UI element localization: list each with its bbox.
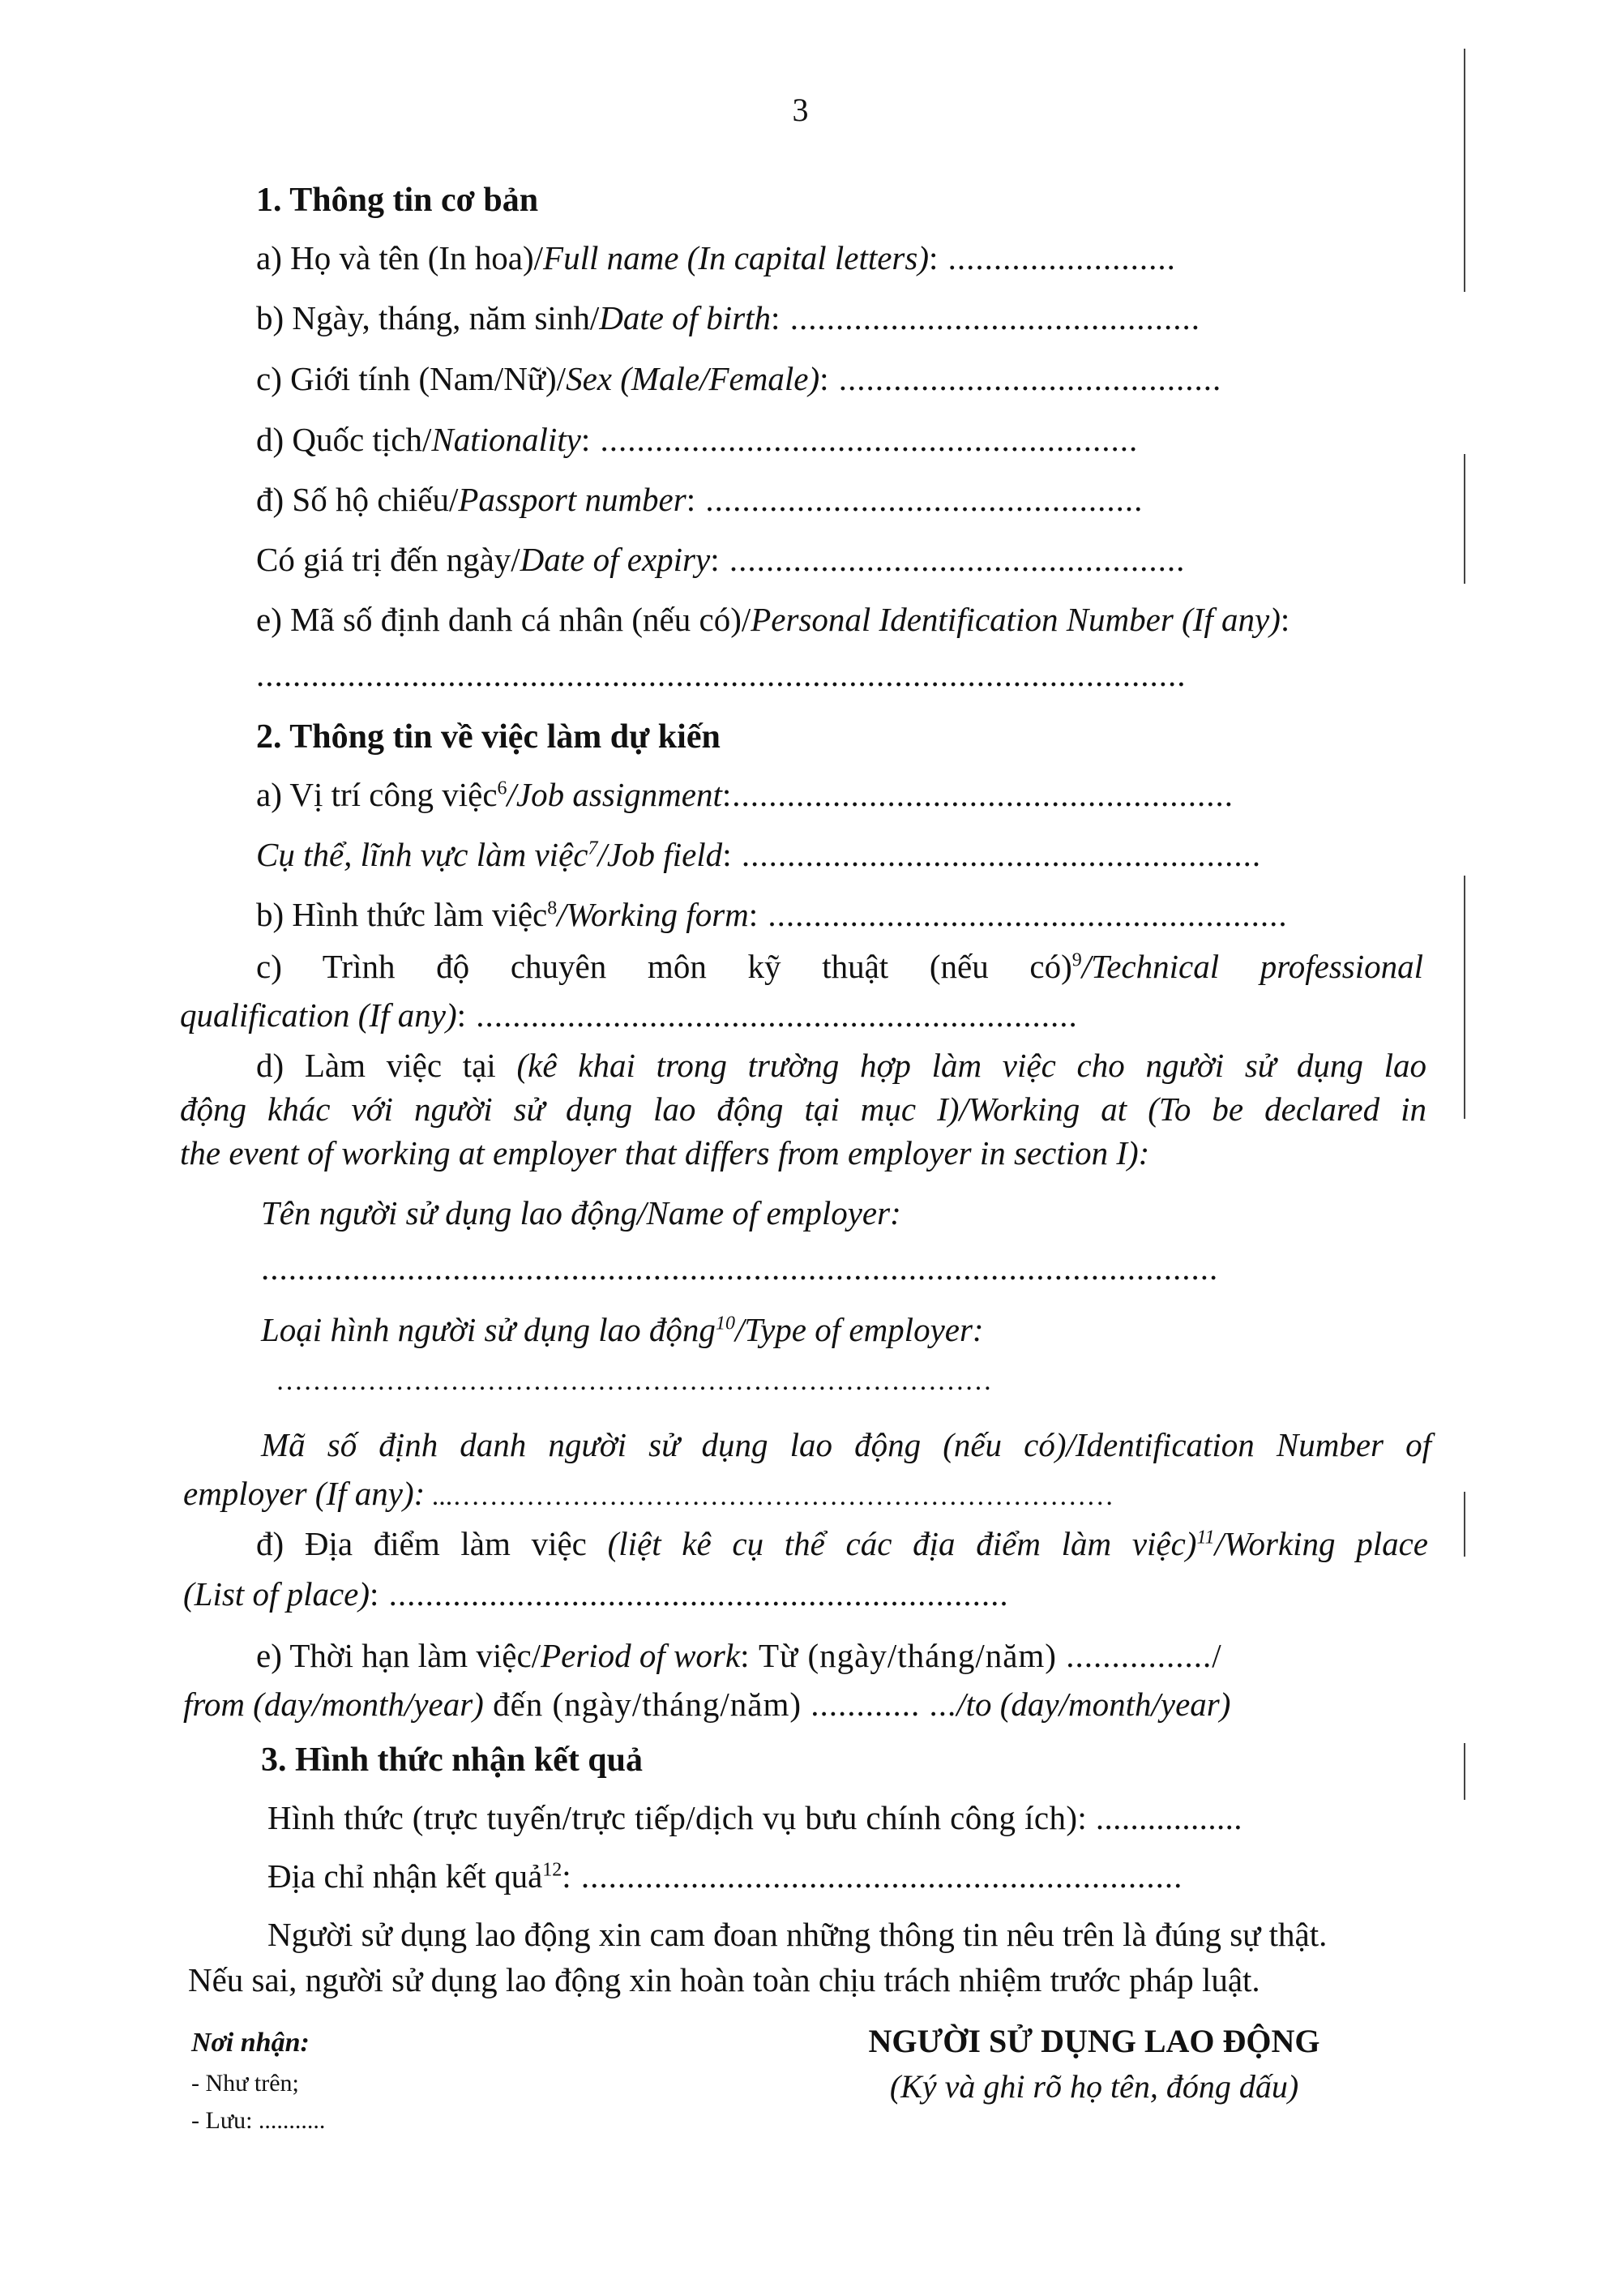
full-name-blank: : .........................	[929, 239, 1176, 276]
nationality-label-en: Nationality	[431, 421, 581, 458]
period-of-work-line-2	[183, 1685, 1230, 1724]
result-address-field	[267, 1857, 1183, 1896]
sex-field	[256, 359, 1221, 399]
working-place-label-en-1: /Working place	[1214, 1525, 1428, 1562]
nationality-field	[256, 420, 1138, 460]
result-address-label: Địa chỉ nhận kết quả	[267, 1857, 543, 1895]
job-assignment-field	[256, 775, 1234, 815]
period-to-blank: đến (ngày/tháng/năm) ............ ...	[483, 1686, 957, 1723]
job-field-blank: : .........................................................	[722, 836, 1262, 873]
job-assignment-blank: :.......................................................	[721, 776, 1234, 813]
sex-label-vi: c) Giới tính (Nam/Nữ)/	[256, 360, 567, 397]
signer-note: (Ký và ghi rõ họ tên, đóng dấu)	[889, 2068, 1299, 2105]
qualification-label-en-1: /Technical professional	[1081, 948, 1423, 985]
personal-id-label-vi: e) Mã số định danh cá nhân (nếu có)/	[256, 601, 751, 638]
working-place-label-vi: đ) Địa điểm làm việc	[256, 1525, 608, 1562]
scan-margin-line	[1464, 1743, 1465, 1800]
expiry-label-vi: Có giá trị đến ngày/	[256, 541, 520, 578]
personal-id-colon: :	[1280, 601, 1290, 638]
dob-label-vi: b) Ngày, tháng, năm sinh/	[256, 299, 600, 336]
qualification-line-2	[180, 996, 1078, 1035]
expiry-label-en: Date of expiry	[520, 541, 711, 578]
employer-type-blank: ……………………………………………………………………	[276, 1366, 992, 1396]
footnote-8: 8	[547, 897, 558, 919]
employer-type-label-vi: Loại hình người sử dụng lao động	[261, 1311, 716, 1348]
personal-id-blank: ......................................................................................................	[256, 656, 1187, 693]
nationality-blank: : ...........................................................	[580, 421, 1139, 458]
scan-margin-line	[1464, 454, 1465, 584]
personal-id-field	[256, 600, 1290, 640]
nationality-label-vi: d) Quốc tịch/	[256, 421, 432, 458]
page-number: 3	[792, 92, 809, 128]
footnote-12: 12	[542, 1859, 562, 1881]
working-place-blank: : ....................................................................	[370, 1575, 1009, 1613]
footnote-11: 11	[1196, 1527, 1215, 1549]
date-of-expiry-field	[256, 540, 1185, 580]
qualification-blank: : ..................................................................	[456, 996, 1078, 1034]
footnote-7: 7	[588, 837, 598, 859]
period-from-blank: : Từ (ngày/tháng/năm) ................/	[740, 1637, 1222, 1674]
footnote-6: 6	[497, 777, 507, 799]
passport-label-en: Passport number	[458, 481, 686, 518]
job-field-field	[256, 835, 1261, 875]
scan-margin-line	[1464, 1492, 1465, 1557]
full-name-label-vi: a) Họ và tên (In hoa)/	[256, 239, 544, 276]
working-form-blank: : .........................................................	[748, 896, 1288, 933]
employer-id-label-2: employer (If any):	[183, 1475, 426, 1512]
commitment-line-1: Người sử dụng lao động xin cam đoan những thông tin nêu trên là đúng sự thật.	[267, 1916, 1328, 1953]
dob-blank: : .............................................	[771, 299, 1200, 336]
delivery-form-field: Hình thức (trực tuyến/trực tiếp/dịch vụ bưu chính công ích): .................	[267, 1799, 1242, 1836]
recipient-item-1: - Như trên;	[191, 2070, 299, 2097]
commitment-line-2: Nếu sai, người sử dụng lao động xin hoàn toàn chịu trách nhiệm trước pháp luật.	[188, 1961, 1260, 1998]
working-place-line-2	[183, 1574, 1009, 1614]
working-form-label-vi: b) Hình thức làm việc	[256, 896, 548, 933]
period-label-vi: e) Thời hạn làm việc/	[256, 1637, 541, 1674]
sex-blank: : ..........................................	[819, 360, 1222, 397]
signer-title: NGƯỜI SỬ DỤNG LAO ĐỘNG	[868, 2023, 1320, 2059]
scan-margin-line	[1464, 49, 1465, 292]
qualification-line-1	[256, 947, 1423, 987]
employer-id-blank: ...………………………………………………………………	[425, 1481, 1114, 1511]
section-2-heading: 2. Thông tin về việc làm dự kiến	[256, 718, 721, 756]
personal-id-label-en: Personal Identification Number (If any)	[751, 601, 1281, 638]
working-at-label-vi: d) Làm việc tại	[256, 1047, 517, 1084]
working-place-line-1	[256, 1524, 1428, 1564]
employer-type-label-en: /Type of employer:	[734, 1311, 984, 1348]
job-assignment-label-en: /Job assignment	[507, 776, 722, 813]
section-3-heading: 3. Hình thức nhận kết quả	[261, 1741, 644, 1779]
employer-name-label: Tên người sử dụng lao động/Name of employer:	[261, 1194, 901, 1232]
working-at-note-1: (kê khai trong trường hợp làm việc cho người sử dụng lao	[516, 1047, 1426, 1084]
scan-margin-line	[1464, 876, 1465, 1119]
recipient-item-2: - Lưu: ...........	[191, 2107, 326, 2134]
job-field-label-en: /Job field	[597, 836, 723, 873]
full-name-label-en: Full name (In capital letters)	[543, 239, 929, 276]
job-field-label-vi: Cụ thể, lĩnh vực làm việc	[256, 836, 588, 873]
period-of-work-line-1	[256, 1636, 1222, 1676]
employer-id-line-2	[183, 1474, 1114, 1514]
working-place-label-en-2: (List of place)	[183, 1575, 370, 1613]
sex-label-en: Sex (Male/Female)	[566, 360, 820, 397]
job-assignment-label-vi: a) Vị trí công việc	[256, 776, 498, 813]
period-to-label-en: /to (day/month/year)	[956, 1686, 1231, 1723]
dob-label-en: Date of birth	[599, 299, 772, 336]
working-form-field	[256, 895, 1288, 935]
recipients-label: Nơi nhận:	[191, 2028, 310, 2058]
employer-name-blank: .........................................................................................................	[261, 1249, 1219, 1287]
working-at-line-1	[256, 1046, 1426, 1086]
result-address-blank: : ..................................................................	[562, 1857, 1183, 1895]
passport-label-vi: đ) Số hộ chiếu/	[256, 481, 459, 518]
passport-blank: : ................................................	[686, 481, 1144, 518]
full-name-field	[256, 238, 1176, 278]
period-from-label-en: from (day/month/year)	[183, 1686, 484, 1723]
date-of-birth-field	[256, 298, 1200, 338]
qualification-label-en-2: qualification (If any)	[180, 996, 457, 1034]
section-1-heading: 1. Thông tin cơ bản	[256, 182, 539, 219]
period-label-en: Period of work	[541, 1637, 741, 1674]
employer-type-field	[261, 1310, 984, 1350]
qualification-label-vi: c) Trình độ chuyên môn kỹ thuật (nếu có)	[256, 948, 1072, 985]
working-at-note-3: the event of working at employer that differs from employer in section I):	[180, 1134, 1150, 1172]
working-form-label-en: /Working form	[557, 896, 749, 933]
employer-id-line-1: Mã số định danh người sử dụng lao động (nếu có)/Identification Number of	[261, 1426, 1431, 1463]
footnote-10: 10	[715, 1313, 735, 1334]
footnote-9: 9	[1071, 949, 1082, 971]
working-at-note-2: động khác với người sử dụng lao động tại mục I)/Working at (To be declared in	[180, 1090, 1426, 1128]
passport-number-field	[256, 480, 1143, 520]
working-place-note: (liệt kê cụ thể các địa điểm làm việc)	[607, 1525, 1197, 1562]
expiry-blank: : ..................................................	[710, 541, 1186, 578]
